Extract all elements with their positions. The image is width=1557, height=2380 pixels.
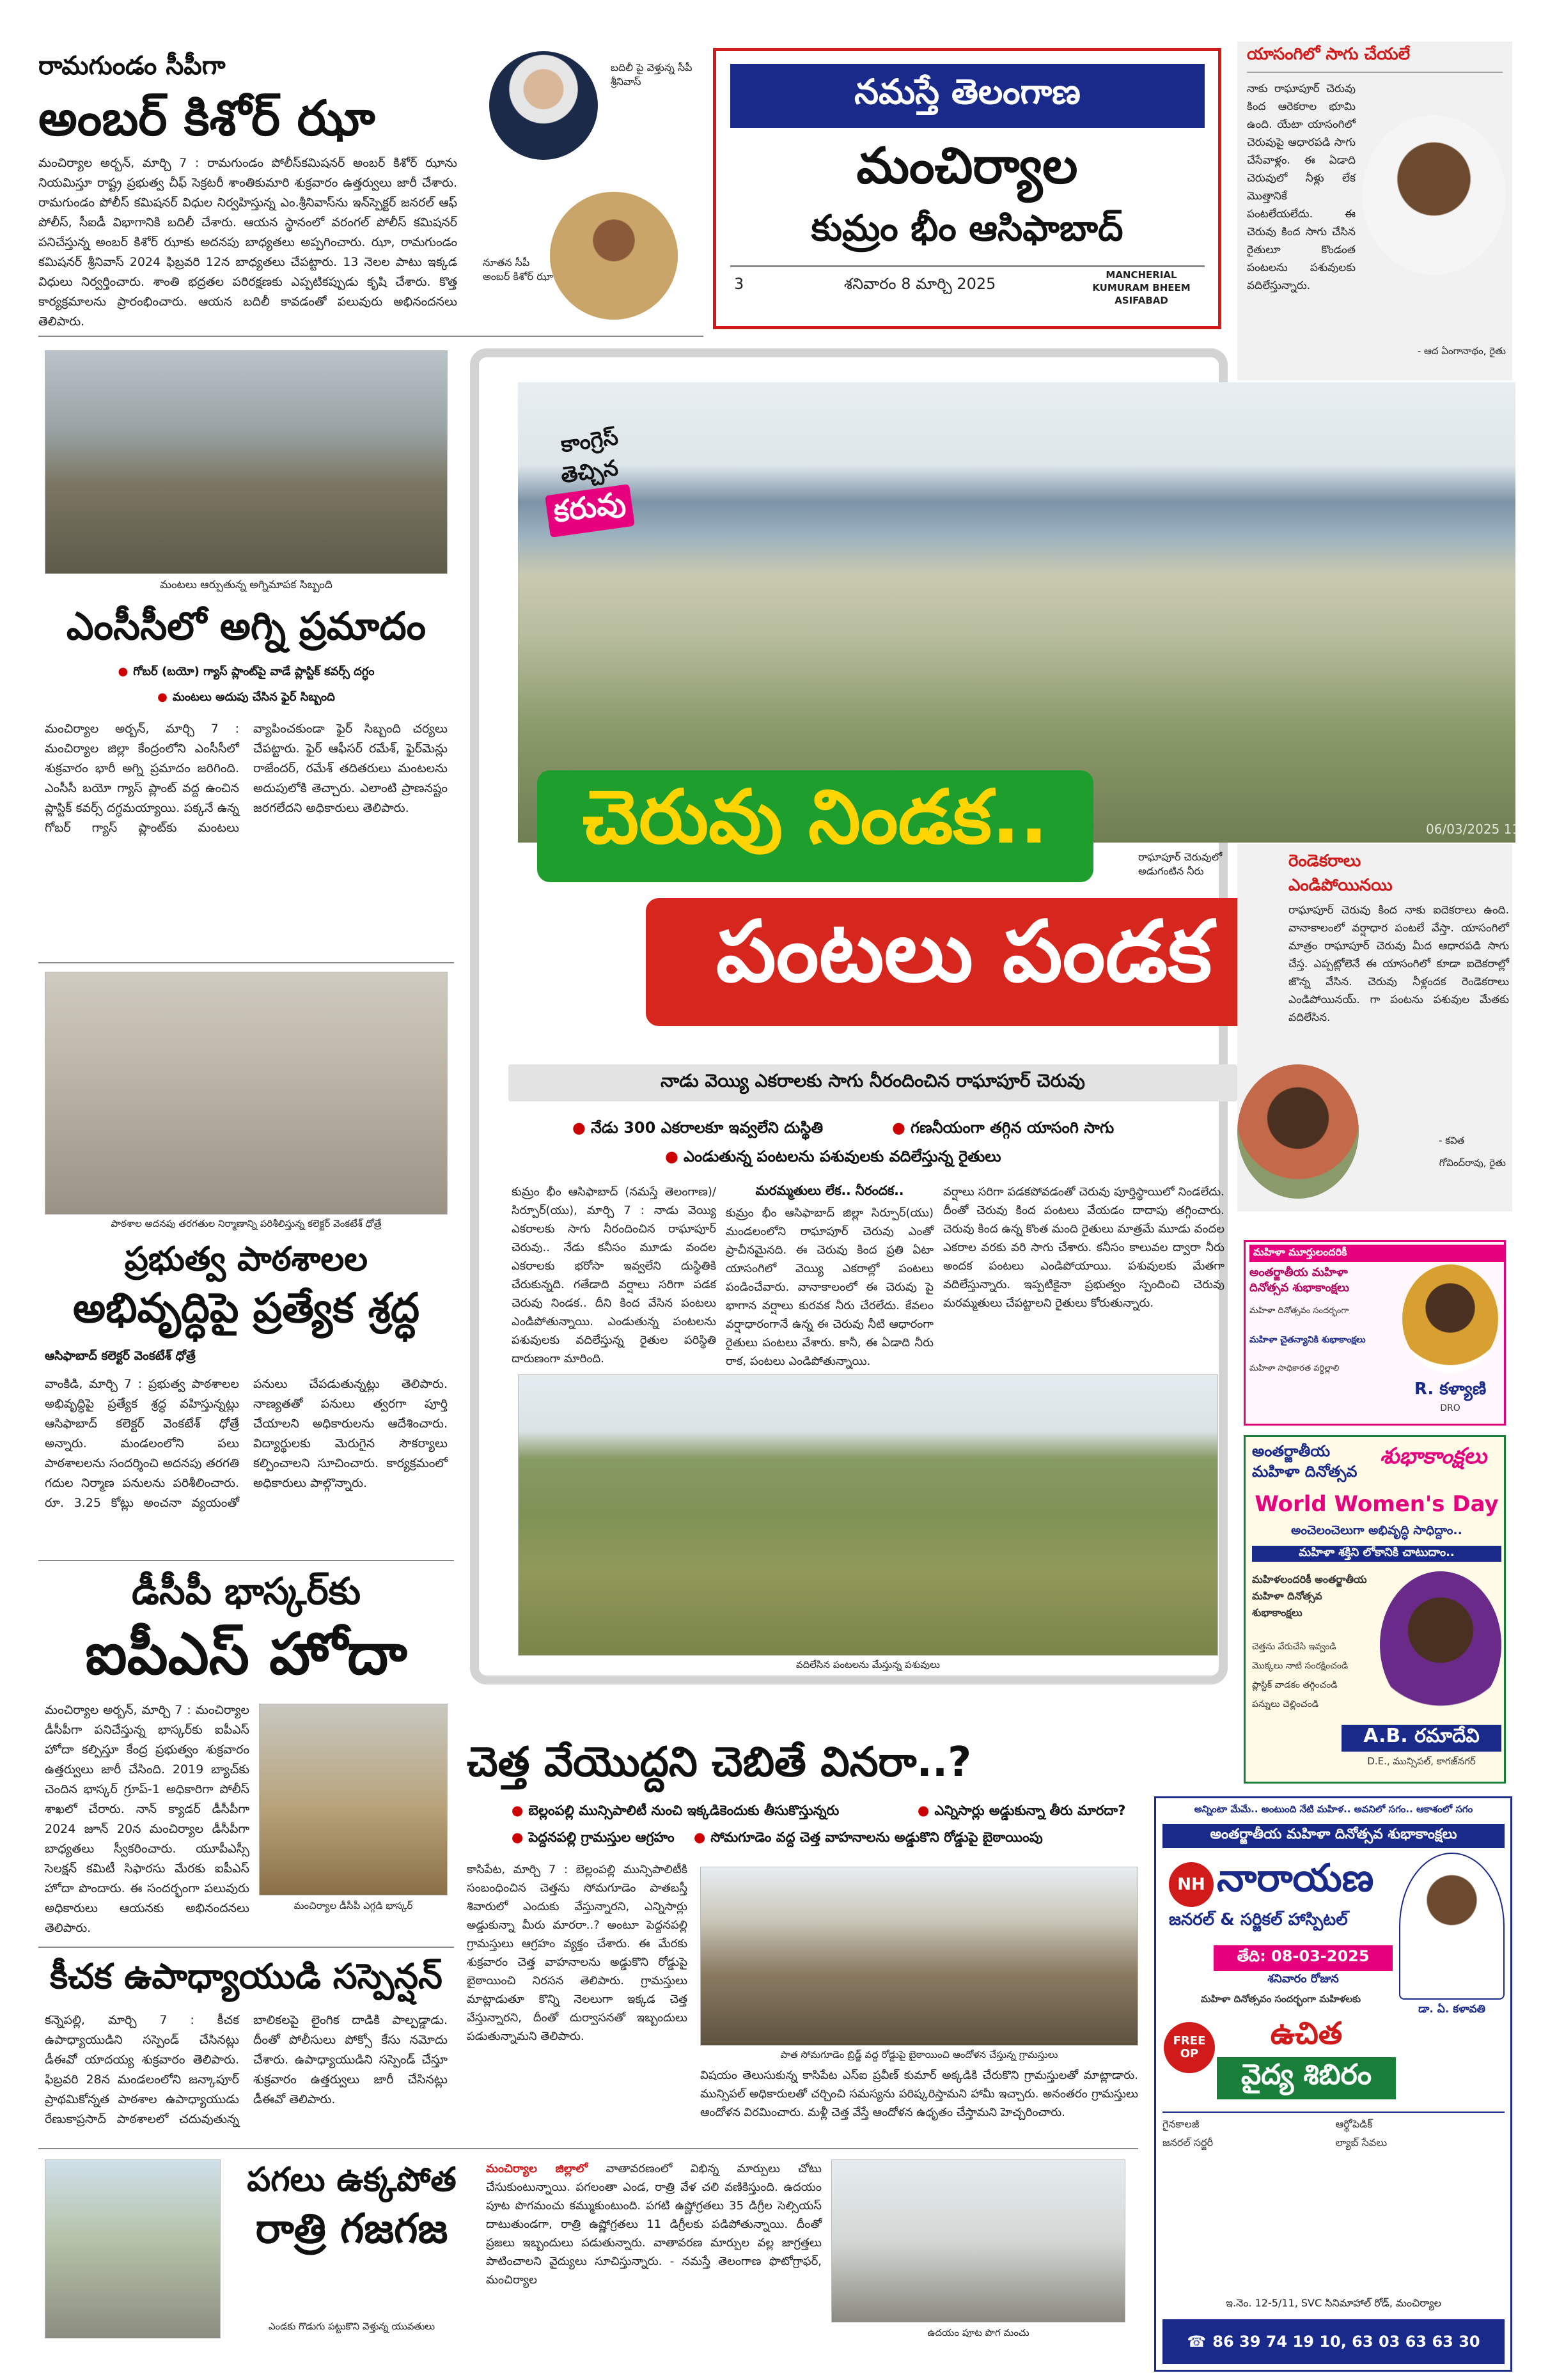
ad-1-designation: DRO xyxy=(1440,1403,1460,1413)
lead-badge-line: కరువు xyxy=(545,484,635,538)
ad-3-camp-date: తేది: 08-03-2025 xyxy=(1214,1945,1393,1971)
ips-headline-1: డీసీపీ భాస్కర్‌కు xyxy=(131,1569,361,1613)
ad-1 xyxy=(1244,1240,1506,1426)
sidebar-farmer-1-signature: - ఆద ఏంగానాథం, రైతు xyxy=(1417,345,1506,357)
bullet-icon: ● xyxy=(157,690,168,704)
ad-3 xyxy=(1154,1796,1512,2372)
weather-photo-2 xyxy=(831,2159,1125,2322)
ad-2-title-1: అంతర్జాతీయ xyxy=(1252,1442,1331,1460)
school-photo xyxy=(45,972,448,1215)
ad-3-services xyxy=(1162,2112,1505,2151)
ad-2-designation: D.E., మున్సిపల్, కాగజ్‌నగర్ xyxy=(1367,1755,1476,1767)
sidebar-farmer-2-label: - కవిత xyxy=(1439,1135,1465,1146)
bullet-icon: ● xyxy=(512,1803,524,1818)
lead-body-col2 xyxy=(726,1183,934,1374)
edition-english-line: KUMURAM BHEEM xyxy=(1092,282,1191,293)
garbage-bullet-text: ఎన్నిసార్లు అడ్డుకున్నా తీరు మారదా? xyxy=(934,1803,1126,1818)
free-op-badge xyxy=(1164,2022,1215,2073)
ips-photo-caption: మంచిర్యాల డీసీపీ ఎగ్గడి భాస్కర్ xyxy=(293,1900,413,1911)
lead-bullet-text: ఎండుతున్న పంటలను పశువులకు వదిలేస్తున్న రైతులు xyxy=(683,1147,1001,1165)
lead-headline-box-2 xyxy=(646,898,1282,1026)
ad-3-hospital-sub: జనరల్ & సర్జికల్ హాస్పిటల్ xyxy=(1169,1910,1348,1929)
sidebar-farmer-1-header: యాసంగిలో సాగు చేయలే xyxy=(1247,45,1503,73)
fire-bullet-text: మంటలు అదుపు చేసిన ఫైర్ సిబ్బంది xyxy=(172,690,335,704)
fire-bullet xyxy=(45,690,448,706)
fire-photo-caption: మంటలు ఆర్పుతున్న అగ్నిమాపక సిబ్బంది xyxy=(160,579,333,591)
bullet-icon: ● xyxy=(918,1803,930,1818)
phone-icon: ☎ xyxy=(1187,2333,1207,2351)
ad-3-address: ఇ.నెం. 12-5/11, SVC సినిమాహాల్ రోడ్, మంచిర్యాల xyxy=(1226,2297,1441,2309)
sidebar-farmer-2-signature: గోవింద్‌రావు, రైతు xyxy=(1439,1157,1506,1169)
lead-body-col1: కుమ్రం భీం ఆసిఫాబాద్ (నమస్తే తెలంగాణ)/ సిర్పూర్(యు), మార్చి 7 : నాడు వెయ్యి ఎకరాలకు సాగు నీరందించిన రాఘాపూర్ చెరువు.. నేడు కనీసం మూడు వందల ఎకరాలకు భరోసా ఇవ్వలేని దుస్థితికి చేరుకున్నది. గతేడాది వర్షాలు సరిగా పడక చెరువు నిండక.. దీని కింద వేసిన పంటలు ఎండిపోతున్నాయి. ఎండుతున్న పంటలను పశువులకు వదిలేస్తున్న రైతుల పరిస్థితి దారుణంగా మారింది. xyxy=(512,1185,716,1365)
lead-body-col2-title: మరమ్మతులు లేక.. నీరందక.. xyxy=(755,1183,904,1198)
lead-bullet-text: గణనీయంగా తగ్గిన యాసంగి సాగు xyxy=(910,1119,1115,1137)
lead-subhead xyxy=(508,1064,1237,1101)
masthead-divider xyxy=(730,265,1205,267)
garbage-bullet-text: పెద్దనపల్లి గ్రామస్తుల ఆగ్రహం xyxy=(528,1830,675,1845)
edition-title: మంచిర్యాల xyxy=(856,137,1078,195)
masthead xyxy=(713,48,1221,329)
garbage-bullet-text: సోమగూడెం వద్ద చెత్త వాహనాలను అడ్డుకొని రోడ్డుపై బైఠాయింపు xyxy=(710,1830,1043,1845)
fire-bullet-text: గోబర్ (బయో) గ్యాస్ ప్లాంట్‌పై వాడే ప్లాస్టిక్ కవర్స్ దగ్ధం xyxy=(133,665,375,678)
ad-1-line: మహిళా చైతన్యానికి శుభాకాంక్షలు xyxy=(1249,1335,1366,1345)
garbage-photo-caption: పాత సోమగూడెం బ్రిడ్జ్ వద్ద రోడ్డుపై బైఠాయించి ఆందోళన చేస్తున్న గ్రామస్తులు xyxy=(780,2049,1058,2060)
edition-english-line: MANCHERIAL xyxy=(1106,269,1177,281)
bullet-icon: ● xyxy=(694,1830,706,1845)
bullet-icon: ● xyxy=(665,1147,678,1165)
school-headline-1: ప్రభుత్వ పాఠశాలల xyxy=(124,1240,368,1279)
ad-3-service: ల్యాబ్ సేవలు xyxy=(1335,2136,1388,2149)
lead-bullet xyxy=(665,1147,1001,1169)
ad-2-bullet: పన్నులు చెల్లించండి xyxy=(1252,1699,1319,1709)
garbage-photo xyxy=(700,1867,1138,2046)
page-number: 3 xyxy=(734,275,744,293)
ad-3-doctor-photo xyxy=(1399,1853,1505,2000)
ad-3-camp-desc: మహిళా దినోత్సవం సందర్భంగా మహిళలకు xyxy=(1200,1993,1361,2005)
cp-photo-2-caption: నూతన సీపీ అంబర్ కిశోర్ ఝా xyxy=(483,256,553,283)
ad-3-phone-text: 86 39 74 19 10, 63 03 63 63 30 xyxy=(1212,2333,1480,2351)
lead-photo-2-caption: వదిలేసిన పంటలను మేస్తున్న పశువులు xyxy=(796,1659,940,1670)
cp-photo-1-caption: బదిలీ పై వెళ్తున్న సీపీ శ్రీనివాస్ xyxy=(611,61,692,88)
cp-photo-1 xyxy=(489,51,598,160)
edition-date: శనివారం 8 మార్చి 2025 xyxy=(844,275,996,293)
ad-3-phone xyxy=(1162,2319,1505,2364)
ad-3-hospital-name: నారాయణ xyxy=(1217,1856,1374,1901)
story-cp-headline: అంబర్ కిశోర్ ఝా xyxy=(38,89,375,146)
garbage-body-col1: కాసిపేట, మార్చి 7 : బెల్లంపల్లి మున్సిపాలిటీకి సంబంధించిన చెత్తను సోమగూడెం పాతబస్తీ శివారులో ఎందుకు వేస్తున్నారని, ఎన్నిసార్లు అడ్డుకున్నా మీరు మారరా..? అంటూ పెద్దనపల్లి గ్రామస్తులు ఆగ్రహం వ్యక్తం చేశారు. ఈ మేరకు శుక్రవారం చెత్త వాహనాలను అడ్డుకొని రోడ్డుపై బైఠాయించి నిరసన తెలిపారు. గ్రామస్తులు మాట్లాడుతూ కొన్ని నెలలుగా ఇక్కడ చెత్త వేస్తున్నారని, దీంతో దుర్వాసనతో ఇబ్బందులు పడుతున్నామని తెలిపారు. xyxy=(467,1863,687,2043)
ad-2-body: మహిళలందరికీ అంతర్జాతీయ మహిళా దినోత్సవ శుభాకాంక్షలు xyxy=(1252,1573,1367,1619)
school-headline-2: అభివృద్ధిపై ప్రత్యేక శ్రద్ధ xyxy=(72,1285,420,1332)
teacher-body: కన్నెపల్లి, మార్చి 7 : కీచక ఉపాధ్యాయుడిని సస్పెండ్ చేసినట్లు డీఈవో యాదయ్య శుక్రవారం తెలిపారు. ఫిబ్రవరి 28న మండలంలోని జన్కాపూర్ ప్రాథమికోన్నత పాఠశాల ఉపాధ్యాయుడు రేణుకాప్రసాద్ పాఠశాలలో చదువుతున్న బాలికలపై లైంగిక దాడికి పాల్పడ్డాడు. దీంతో పోలీసులు పోక్సో కేసు నమోదు చేశారు. ఉపాధ్యాయుడిని సస్పెండ్ చేస్తూ శుక్రవారం ఉత్తర్వులు జారీ చేసినట్లు డీఈవో తెలిపారు. xyxy=(45,2013,448,2126)
fire-bullet xyxy=(45,665,448,681)
lead-photo-caption: రాఘాపూర్ చెరువులో అడుగంటిన నీరు xyxy=(1138,851,1223,877)
lead-subhead-text: నాడు వెయ్యి ఎకరాలకు సాగు నీరందించిన రాఘాపూర్ చెరువు xyxy=(661,1070,1085,1091)
lead-badge xyxy=(521,424,659,547)
school-byline: ఆసిఫాబాద్ కలెక్టర్ వెంకటేశ్ ధోత్రే xyxy=(45,1349,196,1363)
lead-headline-2: పంటలు పండక xyxy=(716,903,1212,1001)
edition-english-line: ASIFABAD xyxy=(1115,295,1168,306)
garbage-body-col2: విషయం తెలుసుకున్న కాసిపేట ఎస్ఐ ప్రవీణ్ కుమార్ అక్కడికి చేరుకొని గ్రామస్తులతో మాట్లాడారు. మున్సిపల్ అధికారులతో చర్చించి సమస్యను పరిష్కరిస్తామని హామీ ఇచ్చారు. అనంతరం గ్రామస్తులు ఆందోళన విరమించారు. మళ్లీ చెత్త వేస్తే ఆందోళన ఉధృతం చేస్తామని హెచ్చరించారు. xyxy=(700,2069,1138,2119)
lead-badge-line: కాంగ్రెస్ xyxy=(559,424,620,458)
school-body: వాంకిడి, మార్చి 7 : ప్రభుత్వ పాఠశాలల అభివృద్ధిపై ప్రత్యేక శ్రద్ధ వహిస్తున్నట్లు ఆసిఫాబాద్ కలెక్టర్ వెంకటేశ్ ధోత్రే అన్నారు. మండలంలోని పలు పాఠశాలలను సందర్శించి అదనపు తరగతి గదుల నిర్మాణ పనులను పరిశీలించారు. రూ. 3.25 కోట్లు అంచనా వ్యయంతో పనులు చేపడుతున్నట్లు తెలిపారు. నాణ్యతతో పనులు త్వరగా పూర్తి చేయాలని అధికారులను ఆదేశించారు. విద్యార్థులకు మెరుగైన సౌకర్యాలు కల్పించాలని సూచించారు. కార్యక్రమంలో అధికారులు పాల్గొన్నారు. xyxy=(45,1377,448,1510)
lead-body-col3: వర్షాలు సరిగా పడకపోవడంతో చెరువు పూర్తిస్థాయిలో నిండలేదు. దీంతో చెరువు కింద పంటలు వేయడం దాదాపు తగ్గించారు. చెరువు కింద ఉన్న కొంత మంది రైతులు మాత్రమే మూడు వందల ఎకరాల వరకు వరి సాగు చేశారు. కనీసం కాలువల ద్వారా నీరు అందక పంటలు ఎండిపోయాయి. పశువులకు మేతగా వదిలేస్తున్నారు. ఇప్పటికైనా ప్రభుత్వం స్పందించి చెరువు మరమ్మతులు చేపట్టాలని రైతులు కోరుతున్నారు. xyxy=(943,1185,1224,1310)
ad-3-camp-day: శనివారం రోజున xyxy=(1267,1972,1339,1986)
sidebar-farmer-1-body: నాకు రాఘాపూర్ చెరువు కింద ఆరెకరాల భూమి ఉంది. యేటా యాసంగిలో చెరువుపై ఆధారపడి సాగు చేసేవాళ్లం. ఈ ఏడాది చెరువులో నీళ్లు లేక మొత్తానికే పంటలేయలేదు. ఈ చెరువు కింద సాగు చేసిన రైతులూ కొండంత పంటలను పశువులకు వదిలేస్తున్నారు. xyxy=(1247,82,1356,292)
weather-photo-2-caption: ఉదయం పూట పొగ మంచు xyxy=(927,2327,1029,2338)
lead-bullet xyxy=(572,1119,823,1140)
lead-bullet-text: నేడు 300 ఎకరాలకూ ఇవ్వలేని దుస్థితి xyxy=(590,1119,824,1137)
fire-photo xyxy=(45,350,448,574)
ips-body: మంచిర్యాల అర్బన్, మార్చి 7 : మంచిర్యాల డీసీపీగా పనిచేస్తున్న భాస్కర్‌కు ఐపీఎస్ హోదా కల్పిస్తూ కేంద్ర ప్రభుత్వం శుక్రవారం ఉత్తర్వులు జారీ చేసింది. 2019 బ్యాచ్‌కు చెందిన భాస్కర్ గ్రూప్-1 అధికారిగా పోలీస్ శాఖలో చేరారు. నాన్ క్యాడర్ డీసీపీగా 2024 జూన్ 20న మంచిర్యాల డీసీపీగా బాధ్యతలు స్వీకరించారు. యూపీఎస్సీ సెలక్షన్ కమిటీ సిఫారసు మేరకు ఐపీఎస్ హోదా పొందారు. ఈ సందర్భంగా పలువురు అధికారులు ఆయనకు అభినందనలు తెలిపారు. xyxy=(45,1703,249,1935)
lead-body-col2-text: కుమ్రం భీం ఆసిఫాబాద్ జిల్లా సిర్పూర్(యు) మండలంలోని రాఘాపూర్ చెరువు ఎంతో ప్రాచీనమైనది. ఈ చెరువు కింద ప్రతి ఏటా యాసంగిలో వెయ్యి ఎకరాల్లో పంటలు పండించేవారు. వానాకాలంలో ఈ చెరువు పై భాగాన వర్షాలు కురవక నీరు చేరలేదు. కేవలం వర్షాధారంగానే ఉన్న ఈ చెరువు నీటి ఆధారంగా రైతులు పంటలు వేశారు. కానీ, ఈ ఏడాది నీరు రాక, పంటలు ఎండిపోతున్నాయి. xyxy=(726,1206,934,1368)
weather-headline-2: రాత్రి గజగజ xyxy=(255,2205,448,2253)
hospital-logo-icon xyxy=(1169,1862,1214,1907)
ad-3-service: జనరల్ సర్జరీ xyxy=(1162,2136,1214,2149)
divider xyxy=(38,1947,454,1948)
bullet-icon: ● xyxy=(572,1119,586,1137)
masthead-title-bar xyxy=(730,64,1205,128)
ad-3-camp-title: వైద్య శిబిరం xyxy=(1217,2057,1396,2099)
garbage-headline: చెత్త వేయొద్దని చెబితే వినరా..? xyxy=(467,1739,972,1786)
ad-2-bullet: ప్లాస్టిక్ వాడకం తగ్గించండి xyxy=(1252,1680,1338,1690)
hospital-logo-text: NH xyxy=(1177,1875,1205,1894)
ad-3-free-label: ఉచిత xyxy=(1270,2016,1343,2051)
ad-2-english: World Women's Day xyxy=(1255,1491,1499,1517)
ad-2-greeting: శుభాకాంక్షలు xyxy=(1380,1443,1487,1469)
farmer-2-photo xyxy=(1237,1064,1359,1199)
edition-subtitle: కుమ్రం భీం ఆసిఫాబాద్ xyxy=(811,208,1123,249)
farmer-1-photo xyxy=(1362,115,1506,275)
ad-1-title: అంతర్జాతీయ మహిళా దినోత్సవ శుభాకాంక్షలు xyxy=(1249,1266,1349,1295)
garbage-bullet xyxy=(512,1803,839,1822)
story-cp-body: మంచిర్యాల అర్బన్, మార్చి 7 : రామగుండం పోలీస్‌కమిషనర్ అంబర్ కిశోర్ ఝాను నియమిస్తూ రాష్ట్ర ప్రభుత్వ చీఫ్ సెక్రటరీ శాంతికుమారి శుక్రవారం ఉత్తర్వులు జారీ చేశారు. రామగుండం పోలీస్ కమిషనర్ విధుల నిర్వహిస్తున్న ఎం.శ్రీనివాస్‌ను ఇన్‌స్పెక్టర్ జనరల్ ఆఫ్ పోలీస్, సీఐడీ విభాగానికి బదిలీ చేశారు. ఆయన స్థానంలో వరంగల్ పోలీస్ కమిషనర్ పనిచేస్తున్న అంబర్ కిశోర్ ఝాకు అదనపు బాధ్యతలు అప్పగించారు. ఝా, రామగుండం కమిషనర్ శ్రీనివాస్ 2024 ఫిబ్రవరి 12న బాధ్యతలు చేపట్టారు. 13 నెలల పాటు ఇక్కడ విధులు నిర్వర్తించారు. శాంతి భద్రతల పరిరక్షణకు ఎప్పటికప్పుడు కృషి చేశారు. కొత్త కార్యక్రమాలను ప్రారంభించారు. ఆయన బదిలీ కావడంతో పలువురు అభినందనలు తెలిపారు. xyxy=(38,156,457,329)
weather-photo-1 xyxy=(45,2159,221,2338)
lead-headline-box-1 xyxy=(537,770,1093,882)
ad-2 xyxy=(1244,1435,1506,1784)
ips-photo xyxy=(259,1704,448,1895)
fire-body: మంచిర్యాల అర్బన్, మార్చి 7 : మంచిర్యాల జిల్లా కేంద్రంలోని ఎంసీసీలో శుక్రవారం భారీ అగ్ని ప్రమాదం జరిగింది. ఎంసీసీ బయో గ్యాస్ ప్లాంట్ వద్ద ఉంచిన ప్లాస్టిక్ కవర్స్ దగ్ధమయ్యాయి. పక్కనే ఉన్న గోబర్ గ్యాస్ ప్లాంట్‌కు మంటలు వ్యాపించకుండా ఫైర్ సిబ్బంది చర్యలు చేపట్టారు. ఫైర్ ఆఫీసర్ రమేశ్, ఫైర్‌మెన్లు రాజేందర్, రమేశ్ తదితరులు మంటలను అదుపులోకి తెచ్చారు. ఎలాంటి ప్రాణనష్టం జరగలేదని అధికారులు తెలిపారు. xyxy=(45,722,448,835)
ad-1-org: మహిళా మూర్తులందరికీ xyxy=(1249,1245,1504,1262)
story-cp-kicker: రామగుండం సీపీగా xyxy=(38,51,226,81)
garbage-bullet xyxy=(918,1803,1125,1822)
ad-3-top-line: అన్నింటా మేమే.. అంటుంది నేటి మహిళ.. అవనిలో సగం.. ఆకాశంలో సగం xyxy=(1194,1803,1473,1815)
weather-photo-1-caption: ఎండకు గొడుగు పట్టుకొని వెళ్తున్న యువతులు xyxy=(268,2321,435,2332)
ad-1-photo xyxy=(1402,1264,1498,1373)
sidebar-farmer-2-header: రెండెకరాలు ఎండిపోయినయి xyxy=(1288,852,1393,895)
fire-headline: ఎంసీసీలో అగ్ని ప్రమాదం xyxy=(66,604,426,649)
ad-1-line: మహిళా దినోత్సవం సందర్భంగా xyxy=(1249,1306,1349,1316)
paper-name: నమస్తే తెలంగాణ xyxy=(854,71,1081,112)
lead-photo-2 xyxy=(518,1374,1218,1656)
ad-1-name: R. కళ్యాణి xyxy=(1414,1380,1487,1399)
bullet-icon: ● xyxy=(512,1830,524,1845)
ips-body-continued xyxy=(259,1918,448,1943)
ad-2-tagline-2: మహిళా శక్తిని లోకానికి చాటుదాం.. xyxy=(1252,1546,1501,1562)
ad-2-tagline: అంచెలంచెలుగా అభివృద్ధి సాధిద్దాం.. xyxy=(1291,1523,1462,1537)
weather-body xyxy=(486,2159,822,2351)
ad-2-bullet: చెత్తను వేరుచేసి ఇవ్వండి xyxy=(1252,1642,1336,1652)
ips-headline-2: ఐపీఎస్ హోదా xyxy=(85,1621,407,1688)
divider xyxy=(38,336,703,337)
bullet-icon: ● xyxy=(118,665,129,678)
ad-3-service: ఆర్థోపెడిక్ xyxy=(1335,2118,1373,2130)
divider xyxy=(38,2148,1138,2149)
lead-badge-line: తెచ్చిన xyxy=(559,455,620,489)
teacher-headline: కీచక ఉపాధ్యాయుడి సస్పెన్షన్ xyxy=(50,1956,442,1996)
ad-2-bullet: మొక్కలు నాటి సంరక్షించండి xyxy=(1252,1661,1349,1671)
ad-2-title-2: మహిళా దినోత్సవ xyxy=(1252,1463,1357,1481)
divider xyxy=(38,1560,454,1561)
lead-photo-timestamp: 06/03/2025 11:14 xyxy=(1426,821,1541,837)
edition-english xyxy=(1084,268,1199,307)
garbage-bullet xyxy=(512,1830,675,1849)
sidebar-farmer-2-body: రాఘాపూర్ చెరువు కింద నాకు ఐదెకరాలు ఉంది. వానాకాలంలో వర్షాధార పంటలే వేస్తా. యాసంగిలో మాత్రం రాఘాపూర్ చెరువు మీద ఆధారపడి సాగు చేస్త. ఎప్పట్లోలెనే ఈ యాసంగిలో కూడా ఐదెకరాల్లో జొన్న వేసిన. చెరువు నీళ్లందక రెండెకరాలు ఎండిపోయినయ్. గా పంటను పశువుల మేతకు వదిలేసిన. xyxy=(1288,904,1509,1024)
ad-1-line: మహిళా సాధికారత వర్ధిల్లాలి xyxy=(1249,1364,1340,1373)
bullet-icon: ● xyxy=(892,1119,905,1137)
garbage-bullet-text: బెల్లంపల్లి మున్సిపాలిటీ నుంచి ఇక్కడికెందుకు తీసుకొస్తున్నరు xyxy=(528,1803,840,1818)
lead-headline-1: చెరువు నిండక.. xyxy=(582,774,1048,860)
free-op-badge-text: FREE OP xyxy=(1173,2034,1206,2060)
weather-body-lead: మంచిర్యాల జిల్లాలో xyxy=(486,2162,588,2175)
weather-headline-1: పగలు ఉక్కపోత xyxy=(247,2161,457,2199)
ad-3-doctor-name: డా. ఏ. కళావతి xyxy=(1418,2003,1485,2016)
school-photo-caption: పాఠశాల అదనపు తరగతుల నిర్మాణాన్ని పరిశీలిస్తున్న కలెక్టర్ వెంకటేశ్ ధోత్రే xyxy=(111,1218,382,1229)
lead-bullet xyxy=(892,1119,1114,1140)
cp-photo-2 xyxy=(550,192,678,320)
ad-2-name: A.B. రమాదేవి xyxy=(1342,1725,1501,1752)
weather-body-text: వాతావరణంలో విభిన్న మార్పులు చోటు చేసుకుంటున్నాయి. పగలంతా ఎండ, రాత్రి వేళ చలి వణికిస్తుంది. ఉదయం పూట పొగమంచు కమ్ముకుంటుంది. పగటి ఉష్ణోగ్రతలు 35 డిగ్రీల సెల్సియస్ దాటుతుండగా, రాత్రి ఉష్ణోగ్రతలు 11 డిగ్రీలకు పడిపోతున్నాయి. దీంతో ప్రజలు ఇబ్బందులు పడుతున్నారు. వాతావరణ మార్పుల వల్ల జాగ్రత్తలు పాటించాలని వైద్యులు సూచిస్తున్నారు. - నమస్తే తెలంగాణ ఫొటోగ్రాఫర్, మంచిర్యాల xyxy=(486,2162,822,2287)
ad-3-title: అంతర్జాతీయ మహిళా దినోత్సవ శుభాకాంక్షలు xyxy=(1162,1824,1505,1848)
ad-2-photo xyxy=(1380,1571,1501,1718)
garbage-bullet xyxy=(694,1830,1043,1849)
ad-3-service: గైనకాలజీ xyxy=(1162,2118,1200,2130)
divider xyxy=(38,962,454,963)
